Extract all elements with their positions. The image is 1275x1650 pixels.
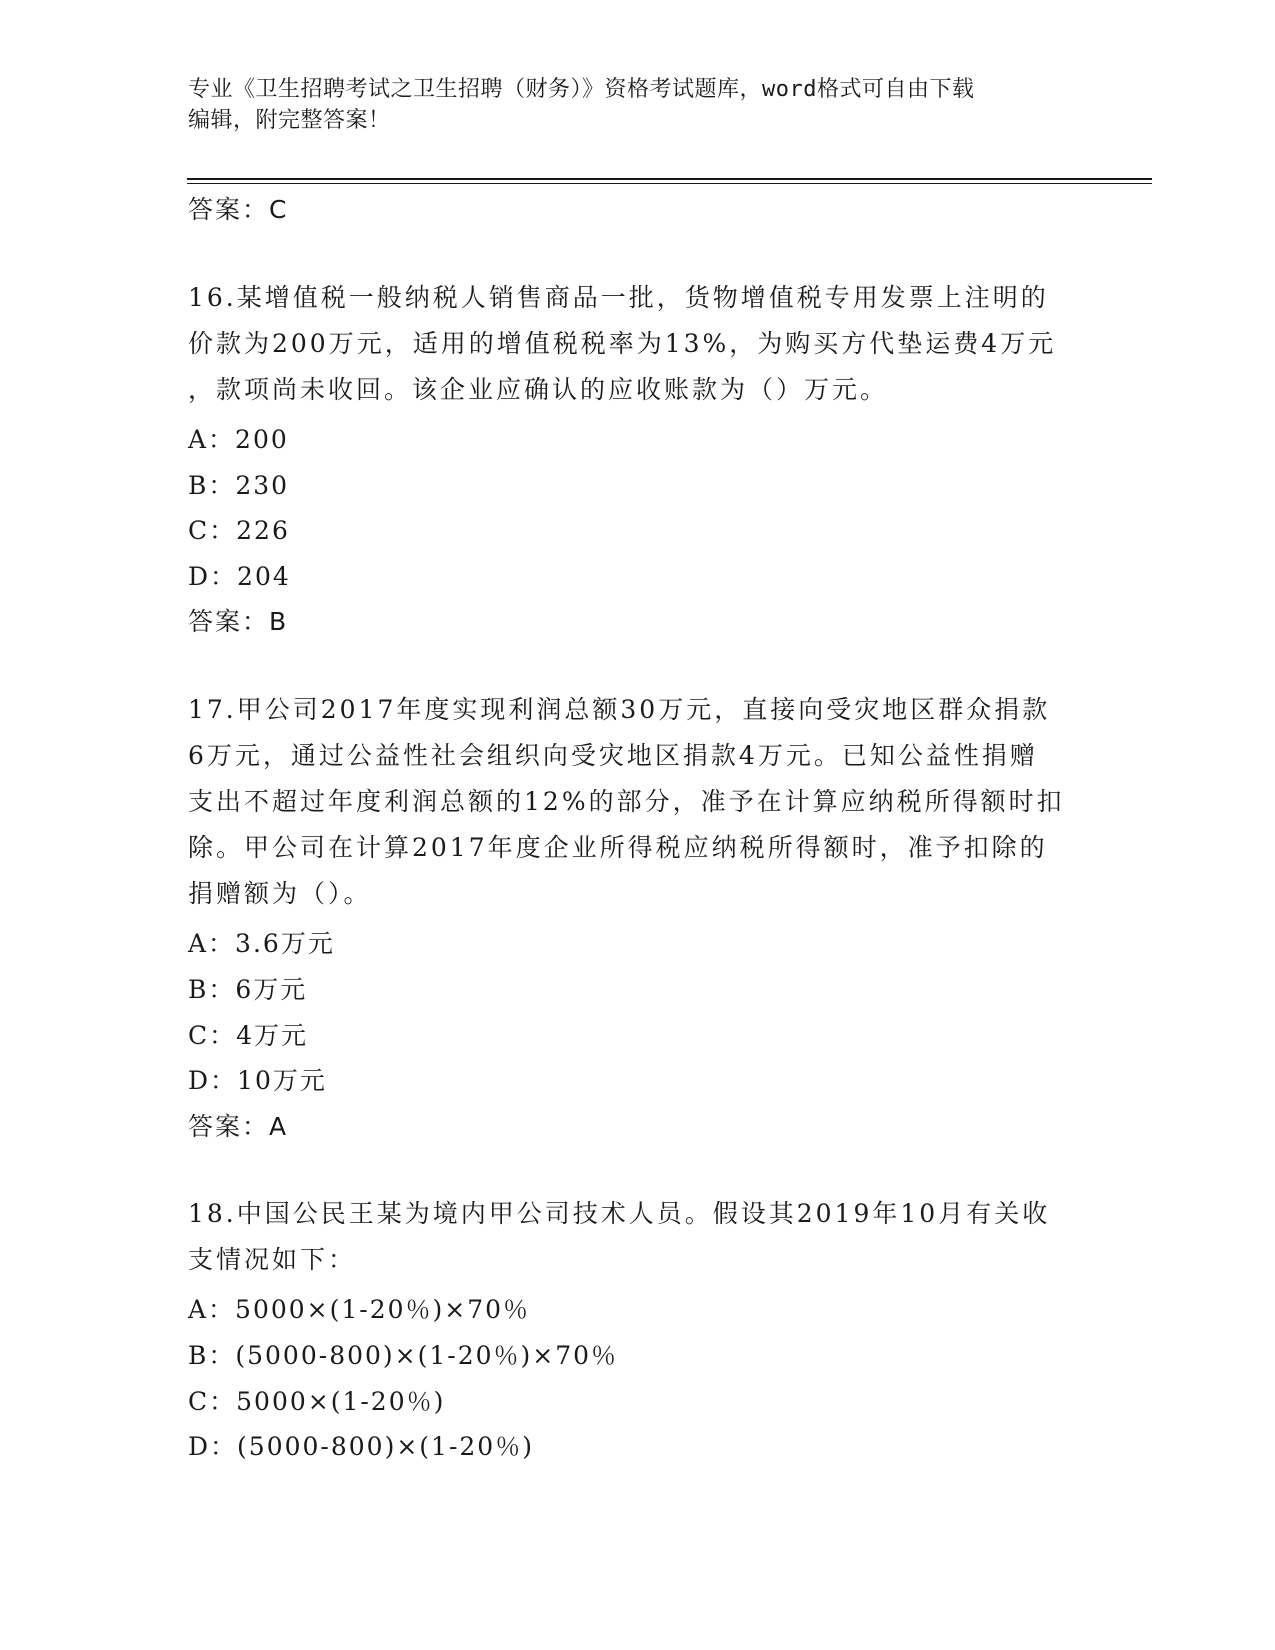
header-divider-thin [187,183,1152,184]
question-17-line-2: 6万元，通过公益性社会组织向受灾地区捐款4万元。已知公益性捐赠 [188,741,1038,770]
question-18-option-b: B：(5000-800)×(1-20％)×70％ [188,1341,619,1370]
question-18-line-1: 18.中国公民王某为境内甲公司技术人员。假设其2019年10月有关收 [188,1199,1051,1228]
previous-answer: 答案：C [188,195,289,224]
question-17-answer: 答案：A [188,1112,289,1141]
question-17-text [188,687,1088,917]
question-18-option-d: D：(5000-800)×(1-20％) [188,1432,534,1461]
question-18-text [188,1191,1088,1283]
question-17-line-5: 捐赠额为（）。 [188,879,372,908]
question-18-option-a: A：5000×(1-20％)×70％ [188,1295,531,1324]
question-17-option-a: A：3.6万元 [188,929,335,958]
question-17-line-3: 支出不超过年度利润总额的12%的部分，准予在计算应纳税所得额时扣 [188,787,1065,816]
question-17-line-1: 17.甲公司2017年度实现利润总额30万元，直接向受灾地区群众捐款 [188,695,1051,724]
question-17-option-d: D：10万元 [188,1066,327,1095]
page-header [188,74,1088,136]
header-divider-thick [187,178,1152,180]
question-18-line-2: 支情况如下： [188,1245,357,1274]
question-16-option-a: A：200 [188,425,289,454]
question-16-option-c: C：226 [188,516,290,545]
question-16-text [188,275,1088,413]
question-16-line-3: ，款项尚未收回。该企业应确认的应收账款为（）万元。 [188,375,889,404]
question-17-option-c: C：4万元 [188,1021,309,1050]
question-16-option-d: D：204 [188,562,291,591]
question-16-answer: 答案：B [188,607,289,636]
question-16-line-2: 价款为200万元，适用的增值税税率为13%，为购买方代垫运费4万元 [188,329,1057,358]
header-line-2: 编辑，附完整答案！ [188,108,391,133]
question-16-line-1: 16.某增值税一般纳税人销售商品一批，货物增值税专用发票上注明的 [188,283,1049,312]
header-line-1: 专业《卫生招聘考试之卫生招聘（财务）》资格考试题库，word格式可自由下载 [188,77,975,102]
question-17-option-b: B：6万元 [188,975,308,1004]
question-16-option-b: B：230 [188,471,290,500]
question-18-option-c: C：5000×(1-20％) [188,1387,446,1416]
question-17-line-4: 除。甲公司在计算2017年度企业所得税应纳税所得额时，准予扣除的 [188,833,1048,862]
